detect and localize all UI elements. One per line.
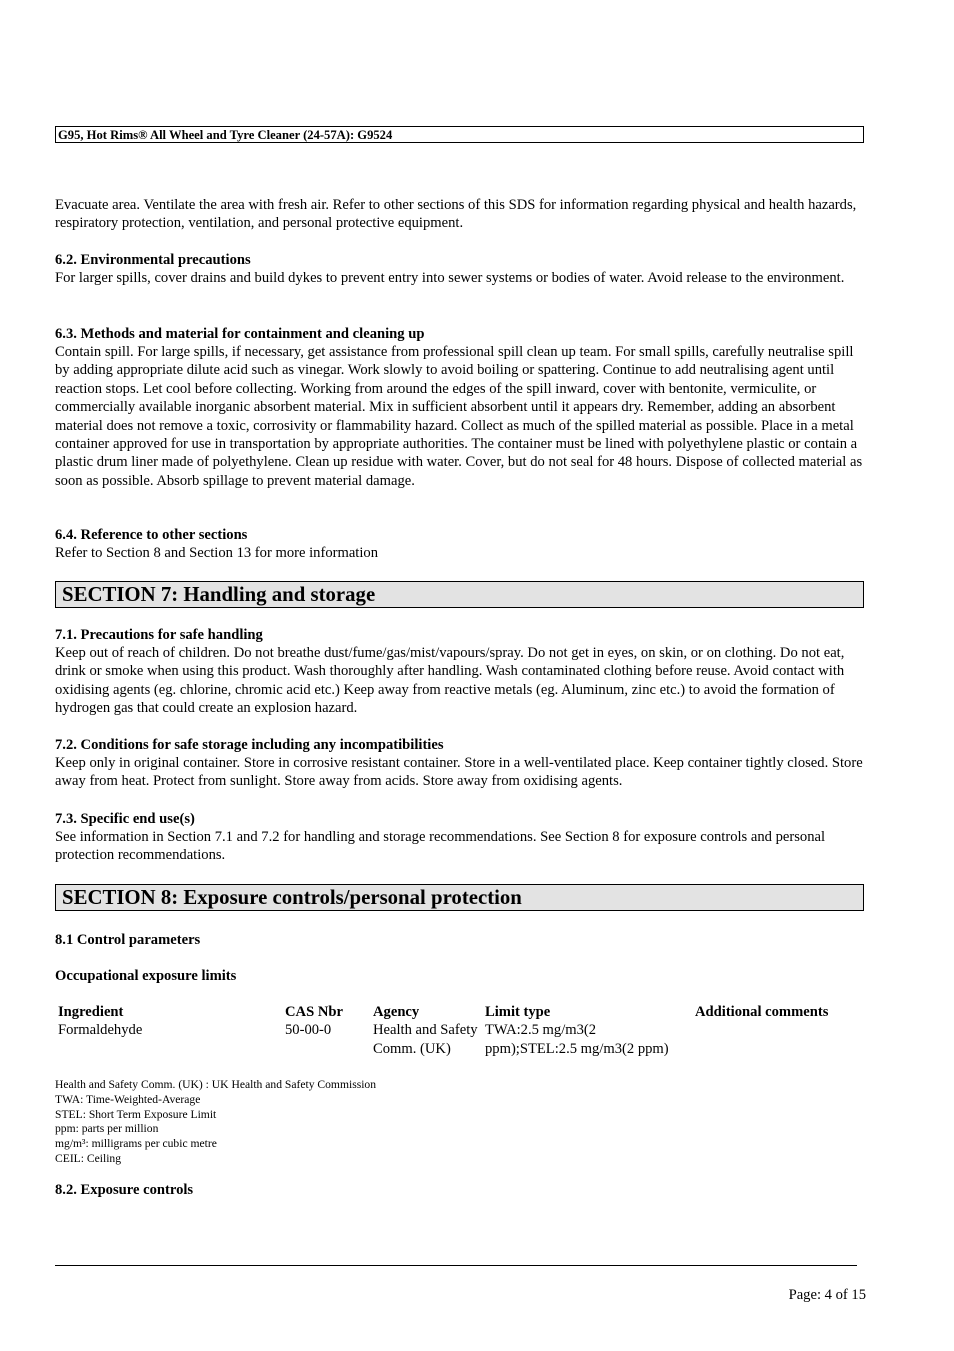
col-limit-type: Limit type bbox=[485, 1004, 551, 1020]
legend-item: ppm: parts per million bbox=[55, 1122, 159, 1136]
body-6-2: For larger spills, cover drains and build dykes to prevent entry into sewer systems or bodies of water. Avoid release to the environment. bbox=[55, 270, 845, 286]
section-7-bar bbox=[55, 581, 864, 608]
page-number: Page: 4 of 15 bbox=[788, 1287, 866, 1303]
legend-item: STEL: Short Term Exposure Limit bbox=[55, 1107, 217, 1121]
col-agency: Agency bbox=[373, 1004, 420, 1020]
section-7-title: SECTION 7: Handling and storage bbox=[62, 583, 376, 606]
footer-divider bbox=[55, 1265, 857, 1266]
heading-6-3: 6.3. Methods and material for containment and cleaning up bbox=[55, 326, 425, 342]
legend-item: TWA: Time-Weighted-Average bbox=[55, 1092, 201, 1106]
section-8-title: SECTION 8: Exposure controls/personal protection bbox=[62, 886, 522, 909]
oel-heading: Occupational exposure limits bbox=[55, 968, 237, 984]
table-header-row bbox=[55, 1003, 868, 1021]
legend-item: Health and Safety Comm. (UK) : UK Health and Safety Commission bbox=[55, 1078, 377, 1091]
abbreviation-legend bbox=[55, 1078, 655, 1167]
body-7-3: See information in Section 7.1 and 7.2 for handling and storage recommendations. See Section 8 for exposure controls and personal protection recommendations. bbox=[55, 829, 826, 864]
cell-limit-type: TWA:2.5 mg/m3(2 ppm);STEL:2.5 mg/m3(2 ppm) bbox=[485, 1022, 669, 1057]
exposure-limits-table bbox=[55, 1003, 868, 1058]
section-6-intro: Evacuate area. Ventilate the area with fresh air. Refer to other sections of this SDS for information regarding physical and health hazards, respiratory protection, ventilation, and personal protective equipment. bbox=[55, 197, 857, 232]
cell-agency: Health and Safety Comm. (UK) bbox=[373, 1022, 478, 1057]
cell-additional-comments bbox=[692, 1021, 868, 1058]
body-7-1: Keep out of reach of children. Do not breathe dust/fume/gas/mist/vapours/spray. Do not get in eyes, on skin, or on clothing. Do not eat, drink or smoke when using this product. Wash thoroughly after handling. Wash contaminated clothing before reuse. Avoid contact with oxidising agents (eg. chlorine, chromic acid etc.) Keep away from reactive metals (eg. Aluminum, zinc etc.) to avoid the formation of hydrogen gas that could create an explosion hazard. bbox=[55, 645, 845, 717]
cell-cas: 50-00-0 bbox=[285, 1022, 332, 1039]
col-ingredient: Ingredient bbox=[58, 1004, 124, 1020]
table-row bbox=[55, 1021, 868, 1058]
body-7-2: Keep only in original container. Store in corrosive resistant container. Store in a well-ventilated place. Keep container tightly closed. Store away from heat. Protect from sunlight. Store away from acids. Store away from oxidising agents. bbox=[55, 755, 863, 790]
col-additional-comments: Additional comments bbox=[695, 1004, 829, 1020]
legend-item: mg/m³: milligrams per cubic metre bbox=[55, 1137, 217, 1151]
heading-6-2: 6.2. Environmental precautions bbox=[55, 252, 251, 268]
legend-item: CEIL: Ceiling bbox=[55, 1151, 122, 1165]
document-header bbox=[55, 126, 864, 143]
body-6-3: Contain spill. For large spills, if necessary, get assistance from professional spill clean up team. For small spills, carefully neutralise spill by adding appropriate dilute acid such as vinegar. Work slowly to avoid boiling or spattering. Continue to add neutralising agent until reaction stops. Let cool before collecting. Working from around the edges of the spill inward, cover with bentonite, vermiculite, or commercially available inorganic absorbent material. Mix in sufficient absorbent until it appears dry. Remember, adding an absorbent material does not remove a toxic, corrosivity or flammability hazard. Collect as much of the spilled material as possible. Place in a metal container approved for use in transportation by appropriate authorities. The container must be lined with polyethylene plastic or contain a plastic drum liner made of polyethylene. Clean up residue with water. Cover, but do not seal for 48 hours. Dispose of collected material as soon as possible. Absorb spillage to prevent material damage. bbox=[55, 344, 863, 489]
heading-6-4: 6.4. Reference to other sections bbox=[55, 527, 248, 543]
col-cas: CAS Nbr bbox=[285, 1004, 343, 1020]
heading-7-1: 7.1. Precautions for safe handling bbox=[55, 627, 263, 643]
heading-8-1: 8.1 Control parameters bbox=[55, 932, 201, 948]
heading-7-3: 7.3. Specific end use(s) bbox=[55, 811, 195, 827]
body-6-4: Refer to Section 8 and Section 13 for more information bbox=[55, 545, 379, 561]
cell-ingredient: Formaldehyde bbox=[58, 1022, 143, 1039]
product-title: G95, Hot Rims® All Wheel and Tyre Cleaner (24-57A): G9524 bbox=[58, 128, 393, 142]
heading-7-2: 7.2. Conditions for safe storage including any incompatibilities bbox=[55, 737, 444, 753]
section-8-bar bbox=[55, 884, 864, 911]
heading-8-2: 8.2. Exposure controls bbox=[55, 1182, 194, 1198]
